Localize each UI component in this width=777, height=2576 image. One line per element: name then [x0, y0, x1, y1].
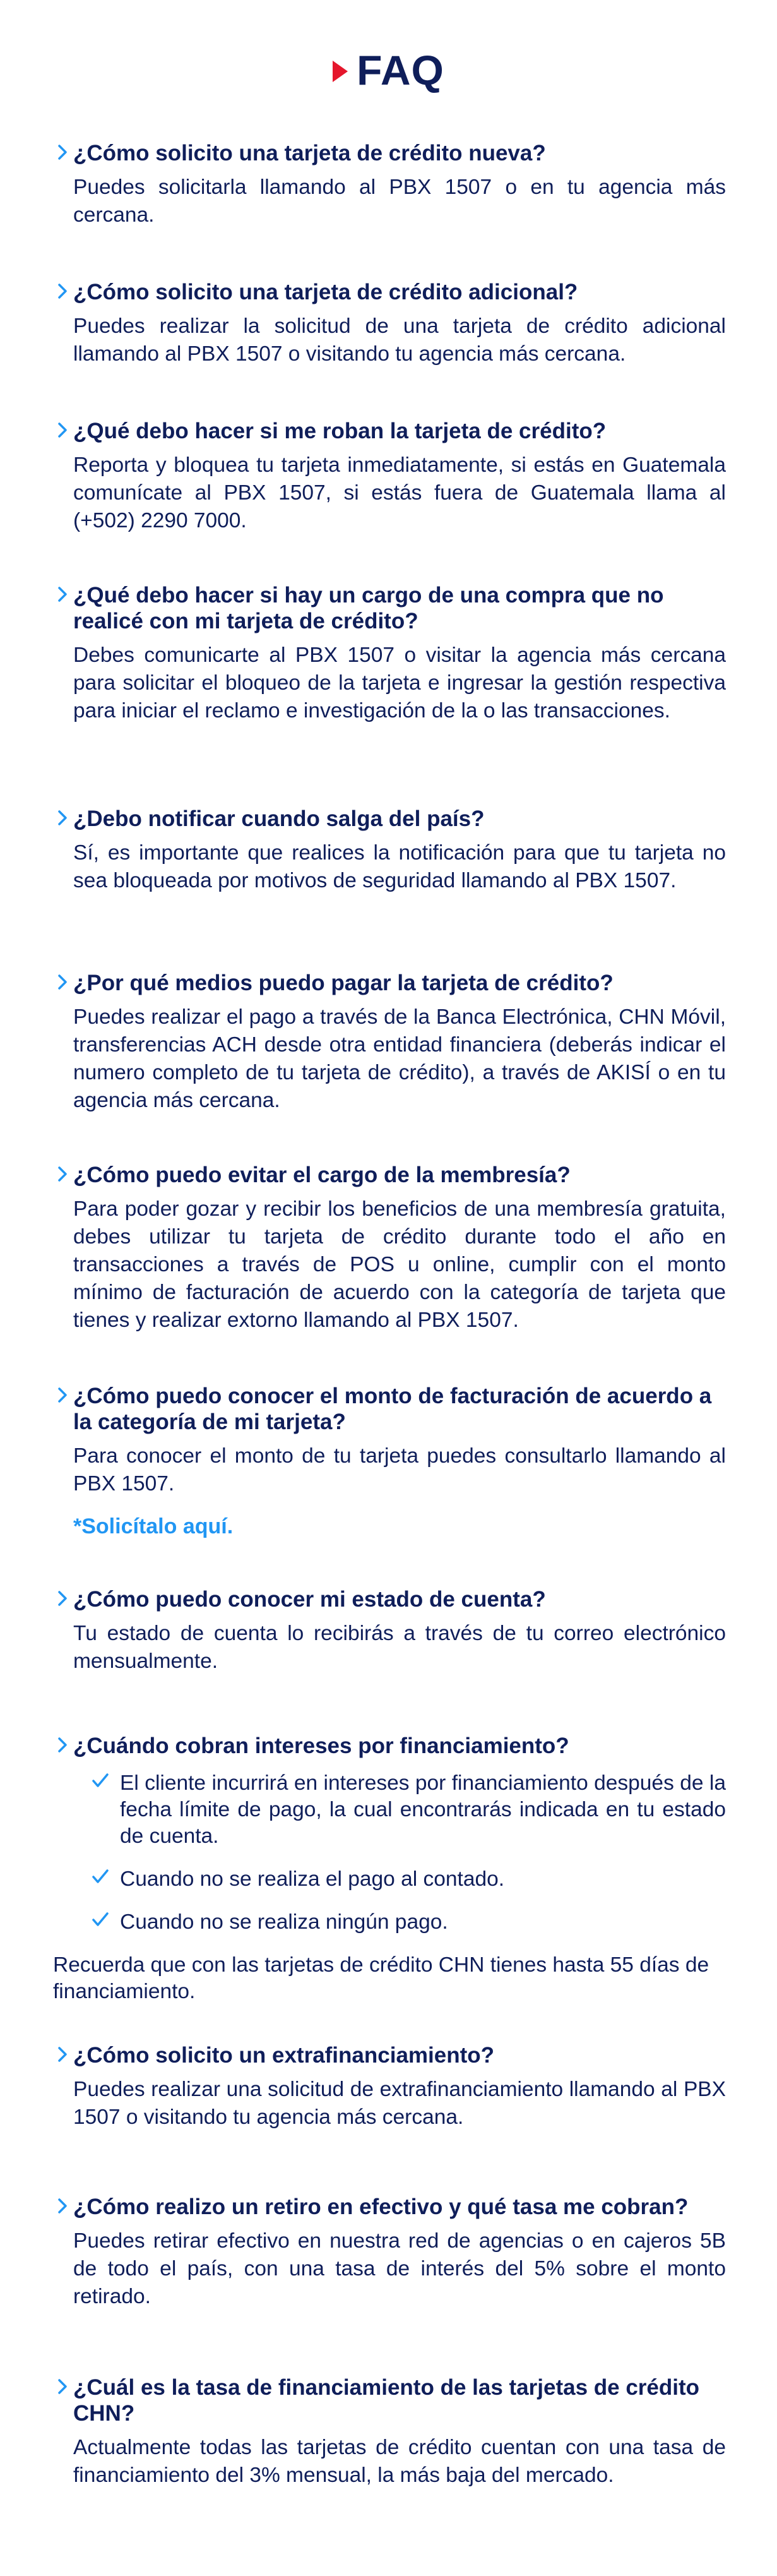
faq-item[interactable] [57, 970, 726, 1115]
faq-question[interactable]: ¿Qué debo hacer si hay un cargo de una compra que no realicé con mi tarjeta de crédito? [73, 583, 664, 633]
faq-question[interactable]: ¿Cuándo cobran intereses por financiamiento? [73, 1734, 569, 1758]
chevron-right-icon [57, 281, 73, 301]
faq-item[interactable] [57, 582, 726, 725]
faq-question[interactable]: ¿Por qué medios puedo pagar la tarjeta de crédito? [73, 971, 614, 995]
faq-item[interactable] [57, 1586, 726, 1675]
chevron-right-icon [57, 808, 73, 828]
request-link[interactable]: *Solicítalo aquí. [73, 1514, 234, 1538]
list-item [73, 1909, 726, 1936]
chevron-right-icon [57, 1164, 73, 1184]
faq-item[interactable] [57, 140, 726, 229]
play-arrow-icon [333, 61, 348, 82]
chevron-right-icon [57, 2044, 73, 2064]
list-item [73, 1866, 726, 1893]
faq-item[interactable] [57, 418, 726, 535]
faq-answer: Puedes realizar la solicitud de una tarjeta de crédito adicional llamando al PBX 1507 o visitando tu agencia más cercana. [73, 315, 726, 366]
faq-question[interactable]: ¿Debo notificar cuando salga del país? [73, 806, 485, 831]
faq-answer: Puedes retirar efectivo en nuestra red de agencias o en cajeros 5B de todo el país, con una tasa de interés del 5% sobre el monto retirado. [73, 2229, 726, 2308]
faq-question[interactable]: ¿Cómo puedo conocer el monto de facturación de acuerdo a la categoría de mi tarjeta? [73, 1384, 712, 1434]
faq-item[interactable] [57, 2194, 726, 2311]
check-icon [91, 1770, 114, 1797]
faq-answer: Para poder gozar y recibir los beneficios de una membresía gratuita, debes utilizar tu tarjeta de crédito durante todo el año en transacciones a través de POS u online, cumplir con el monto mínimo de facturación de acuerdo con la categoría de tarjeta que tienes y realizar extorno llamando al PBX 1507. [73, 1197, 726, 1332]
bullet-list [73, 1770, 726, 1936]
bullet-text: El cliente incurrirá en intereses por financiamiento después de la fecha límite de pago, la cual encontrarás indicada en tu estado de cuenta. [120, 1771, 726, 1848]
chevron-right-icon [57, 142, 73, 162]
faq-note: Recuerda que con las tarjetas de crédito CHN tienes hasta 55 días de financiamiento. [53, 1953, 709, 2003]
chevron-right-icon [57, 972, 73, 992]
faq-answer: Tu estado de cuenta lo recibirás a través de tu correo electrónico mensualmente. [73, 1622, 726, 1673]
faq-question[interactable]: ¿Cuál es la tasa de financiamiento de las tarjetas de crédito CHN? [73, 2375, 700, 2426]
chevron-right-icon [57, 1588, 73, 1609]
bullet-text: Cuando no se realiza ningún pago. [120, 1910, 448, 1934]
faq-question[interactable]: ¿Qué debo hacer si me roban la tarjeta de crédito? [73, 419, 607, 443]
bullet-text: Cuando no se realiza el pago al contado. [120, 1867, 505, 1891]
chevron-right-icon [57, 420, 73, 440]
faq-answer: Debes comunicarte al PBX 1507 o visitar la agencia más cercana para solicitar el bloqueo de la tarjeta e ingresar la gestión respectiva para iniciar el reclamo e investigación de la o las transacciones. [73, 644, 726, 722]
faq-item[interactable] [57, 279, 726, 368]
chevron-right-icon [57, 2196, 73, 2216]
faq-answer: Puedes realizar una solicitud de extrafinanciamiento llamando al PBX 1507 o visitando tu agencia más cercana. [73, 2078, 726, 2129]
faq-answer: Actualmente todas las tarjetas de crédito cuentan con una tasa de financiamiento del 3% mensual, la más baja del mercado. [73, 2436, 726, 2487]
faq-item[interactable] [53, 1733, 726, 2005]
chevron-right-icon [57, 1385, 73, 1405]
faq-question[interactable]: ¿Cómo realizo un retiro en efectivo y qué tasa me cobran? [73, 2195, 689, 2219]
check-icon [91, 1866, 114, 1893]
faq-item[interactable] [57, 1383, 726, 1539]
chevron-right-icon [57, 2376, 73, 2397]
faq-answer: Para conocer el monto de tu tarjeta puedes consultarlo llamando al PBX 1507. [73, 1444, 726, 1495]
faq-answer: Reporta y bloquea tu tarjeta inmediatamente, si estás en Guatemala comunícate al PBX 1507, si estás fuera de Guatemala llama al (+502) 2290 7000. [73, 453, 726, 532]
chevron-right-icon [57, 584, 73, 604]
faq-answer: Puedes solicitarla llamando al PBX 1507 o en tu agencia más cercana. [73, 176, 726, 227]
check-icon [91, 1909, 114, 1936]
faq-question[interactable]: ¿Cómo puedo conocer mi estado de cuenta? [73, 1587, 546, 1612]
faq-answer: Puedes realizar el pago a través de la Banca Electrónica, CHN Móvil, transferencias ACH desde otra entidad financiera (deberás indicar el numero completo de tu tarjeta de crédito), a través de AKISÍ o en tu agencia más cercana. [73, 1005, 726, 1112]
faq-item[interactable] [57, 2042, 726, 2131]
faq-item[interactable] [57, 2375, 726, 2489]
chevron-right-icon [57, 1735, 73, 1755]
faq-header [0, 49, 777, 91]
faq-answer: Sí, es importante que realices la notificación para que tu tarjeta no sea bloqueada por motivos de seguridad llamando al PBX 1507. [73, 841, 726, 892]
page-title: FAQ [357, 47, 444, 93]
faq-item[interactable] [57, 1162, 726, 1334]
list-item [73, 1770, 726, 1850]
faq-question[interactable]: ¿Cómo solicito una tarjeta de crédito nueva? [73, 141, 546, 165]
faq-question[interactable]: ¿Cómo puedo evitar el cargo de la membresía? [73, 1163, 571, 1187]
faq-item[interactable] [57, 806, 726, 895]
faq-question[interactable]: ¿Cómo solicito un extrafinanciamiento? [73, 2043, 495, 2068]
faq-question[interactable]: ¿Cómo solicito una tarjeta de crédito adicional? [73, 280, 578, 304]
